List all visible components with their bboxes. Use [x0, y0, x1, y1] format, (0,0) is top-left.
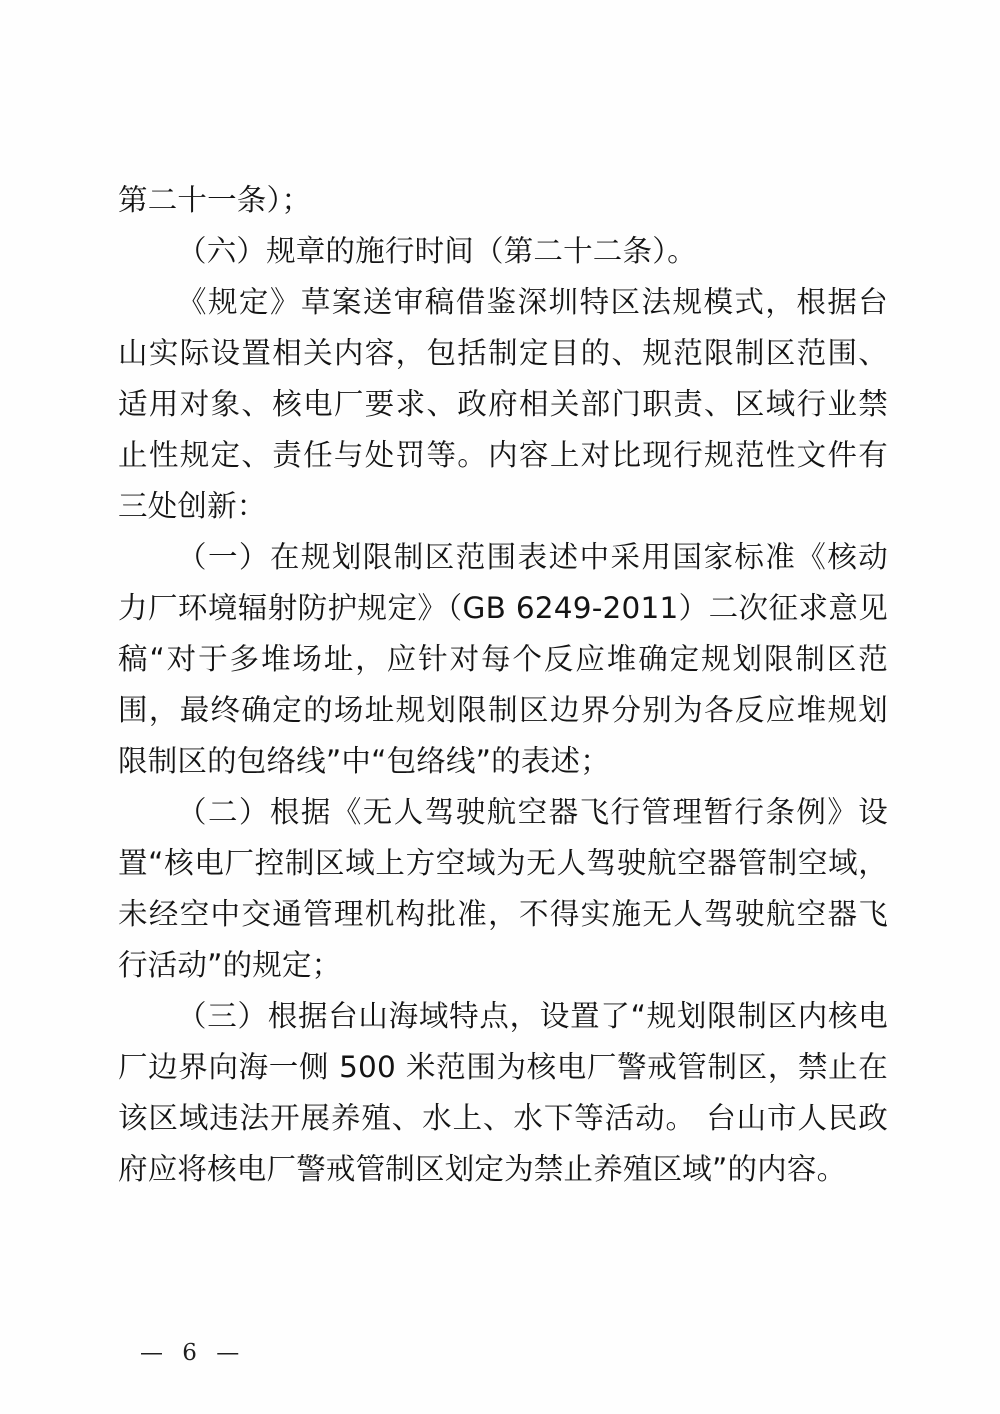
document-body	[118, 175, 888, 1195]
paragraph: （二）根据《无人驾驶航空器飞行管理暂行条例》设置“核电厂控制区域上方空域为无人驾驶航空器管制空域，未经空中交通管理机构批准，不得实施无人驾驶航空器飞行活动”的规定；	[118, 795, 888, 982]
paragraph: 第二十一条）；	[118, 183, 312, 217]
paragraph: （三）根据台山海域特点，设置了“规划限制区内核电厂边界向海一侧 500 米范围为核电厂警戒管制区，禁止在该区域违法开展养殖、水上、水下等活动。 台山市人民政府应将核电厂警戒管制区划定为禁止养殖区域”的内容。	[118, 999, 888, 1186]
page-number: — 6 —	[140, 1340, 246, 1366]
paragraph: （一）在规划限制区范围表述中采用国家标准《核动力厂环境辐射防护规定》（GB 6249-2011）二次征求意见稿“对于多堆场址，应针对每个反应堆确定规划限制区范围，最终确定的场址规划限制区边界分别为各反应堆规划限制区的包络线”中“包络线”的表述；	[118, 540, 888, 778]
paragraph: 《规定》草案送审稿借鉴深圳特区法规模式，根据台山实际设置相关内容，包括制定目的、规范限制区范围、适用对象、核电厂要求、政府相关部门职责、区域行业禁止性规定、责任与处罚等。内容上对比现行规范性文件有三处创新：	[118, 285, 888, 523]
paragraph: （六）规章的施行时间（第二十二条）。	[177, 234, 697, 268]
